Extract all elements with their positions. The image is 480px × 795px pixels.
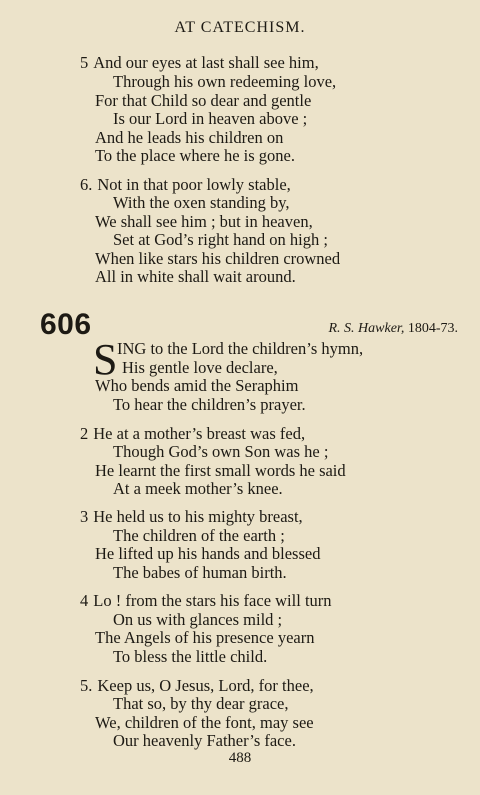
verse-line: 4 Lo ! from the stars his face will turn bbox=[80, 591, 332, 610]
verse-line: At a meek mother’s knee. bbox=[113, 479, 283, 498]
verse-line: The children of the earth ; bbox=[113, 526, 285, 545]
verse-line: Though God’s own Son was he ; bbox=[113, 442, 329, 461]
author-years: 1804-73. bbox=[407, 321, 458, 336]
verse-line: To bless the little child. bbox=[113, 647, 268, 666]
verse-line: 3 He held us to his mighty breast, bbox=[80, 507, 303, 526]
hymn-number: 606 bbox=[40, 308, 92, 341]
verse-line: Through his own redeeming love, bbox=[113, 72, 337, 91]
verse-line: 6. Not in that poor lowly stable, bbox=[80, 175, 291, 194]
verse-line: 5. Keep us, O Jesus, Lord, for thee, bbox=[80, 676, 314, 695]
verse-line: He learnt the first small words he said bbox=[95, 461, 346, 480]
verse-number: 5 bbox=[80, 53, 89, 72]
verse-line: And he leads his children on bbox=[95, 128, 284, 147]
drop-cap: S bbox=[93, 335, 118, 384]
verse-number: 6. bbox=[80, 175, 93, 194]
verse-line: Is our Lord in heaven above ; bbox=[113, 109, 308, 128]
verse-line: Our heavenly Father’s face. bbox=[113, 731, 296, 750]
verse-line: For that Child so dear and gentle bbox=[95, 91, 312, 110]
verse-number: 3 bbox=[80, 507, 89, 526]
verse-line: With the oxen standing by, bbox=[113, 193, 290, 212]
verse-line: To the place where he is gone. bbox=[95, 146, 295, 165]
author-name: R. S. Hawker, bbox=[328, 321, 405, 336]
page-header: AT CATECHISM. bbox=[174, 19, 306, 36]
verse-line: All in white shall wait around. bbox=[95, 267, 296, 286]
hymn-attribution bbox=[329, 321, 459, 337]
verse-number: 5. bbox=[80, 676, 93, 695]
verse-line: Who bends amid the Seraphim bbox=[95, 376, 299, 395]
verse-line: He lifted up his hands and blessed bbox=[95, 544, 321, 563]
verse-line: We shall see him ; but in heaven, bbox=[95, 212, 313, 231]
verse-line: On us with glances mild ; bbox=[113, 610, 283, 629]
verse-line: That so, by thy dear grace, bbox=[113, 694, 289, 713]
verse-line: We, children of the font, may see bbox=[95, 713, 314, 732]
verse-line: ING to the Lord the children’s hymn, bbox=[117, 339, 364, 358]
verse-line: When like stars his children crowned bbox=[95, 249, 341, 268]
verse-line: The babes of human birth. bbox=[113, 563, 287, 582]
verse-line: Set at God’s right hand on high ; bbox=[113, 230, 328, 249]
verse-line: 2 He at a mother’s breast was fed, bbox=[80, 424, 306, 443]
verse-line: The Angels of his presence yearn bbox=[95, 628, 315, 647]
verse-number: 2 bbox=[80, 424, 89, 443]
verse-line: His gentle love declare, bbox=[122, 358, 278, 377]
verse-line: 5 And our eyes at last shall see him, bbox=[80, 53, 319, 72]
verse-number: 4 bbox=[80, 591, 89, 610]
page-number: 488 bbox=[228, 750, 252, 766]
verse-line: To hear the children’s prayer. bbox=[113, 395, 306, 414]
